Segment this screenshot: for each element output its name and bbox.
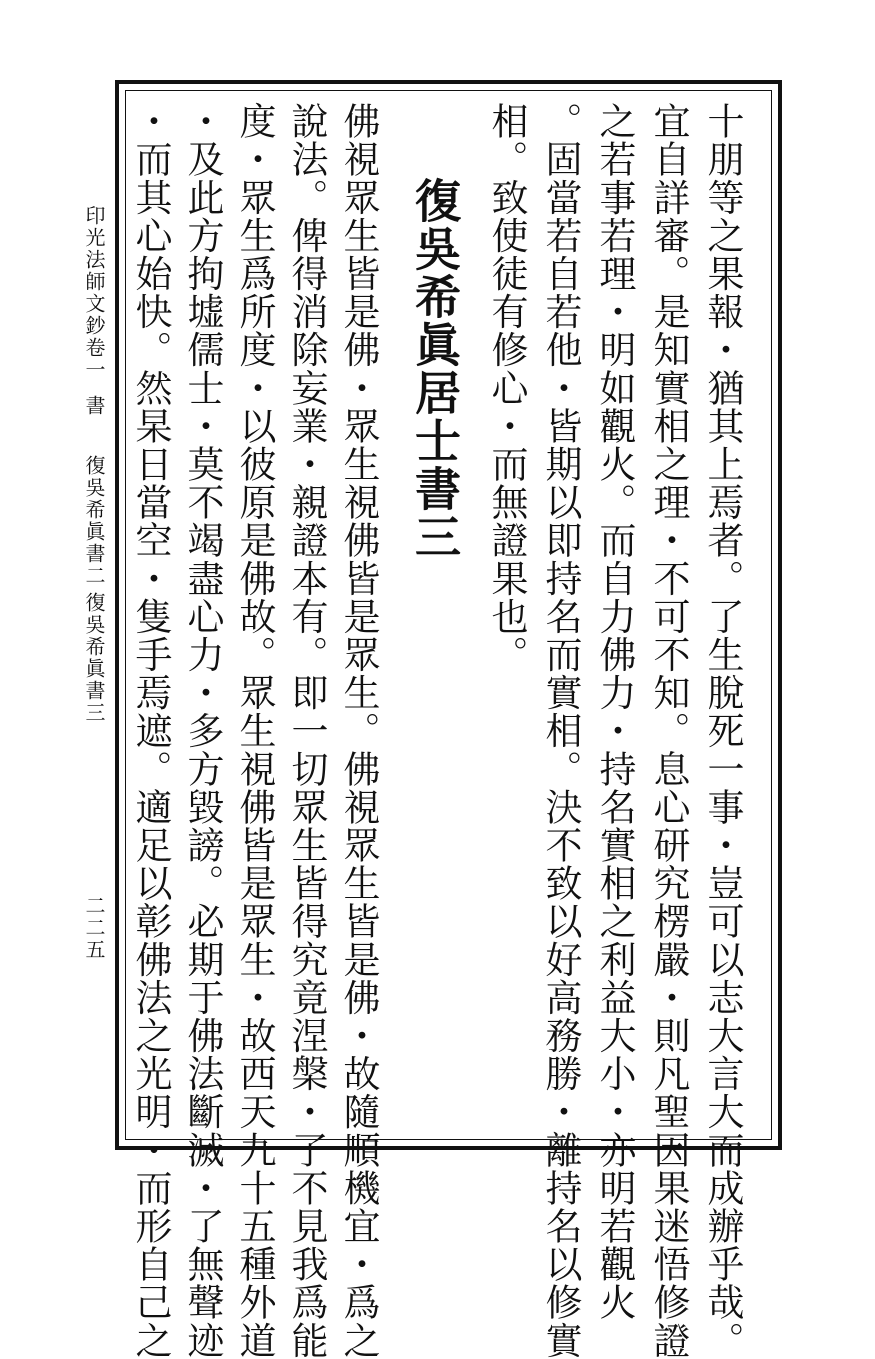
text-column: 說法。俾得消除妄業・親證本有。即一切眾生皆得究竟涅槃・了不見我爲能 (285, 102, 328, 1359)
text-column: ・而其心始快。然杲日當空・隻手焉遮。適足以彰佛法之光明・而形自己之 (129, 102, 172, 1359)
running-header-section-left: 復吳希眞書二 (82, 455, 106, 587)
text-column: 度・眾生爲所度・以彼原是佛故。眾生視佛皆是眾生・故西天九十五種外道 (233, 102, 276, 1359)
running-header-book-title: 印光法師文鈔卷一 (82, 205, 106, 381)
text-column: 相。致使徒有修心・而無證果也。 (485, 102, 528, 674)
text-column: 之若事若理・明如觀火。而自力佛力・持名實相之利益大小・亦明若觀火 (593, 102, 636, 1322)
text-column: 。固當若自若他・皆期以即持名而實相。決不致以好高務勝・離持名以修實 (539, 102, 582, 1359)
page-number: 二二五 (82, 895, 106, 961)
text-column: ・及此方拘墟儒士・莫不竭盡心力・多方毀謗。必期于佛法斷滅・了無聲迹 (181, 102, 224, 1359)
text-column: 十朋等之果報・猶其上焉者。了生脫死一事・豈可以志大言大而成辦乎哉。 (701, 102, 744, 1359)
text-column: 宜自詳審。是知實相之理・不可不知。息心研究楞嚴・則凡聖因果迷悟修證 (647, 102, 690, 1359)
main-text (129, 102, 760, 1359)
letter-title: 復吳希眞居士書三 (408, 177, 462, 561)
running-header-category: 書 (82, 395, 106, 417)
running-header-section-right: 復吳希眞書三 (82, 592, 106, 724)
text-column: 佛視眾生皆是佛・眾生視佛皆是眾生。佛視眾生皆是佛・故隨順機宜・爲之 (337, 102, 380, 1359)
